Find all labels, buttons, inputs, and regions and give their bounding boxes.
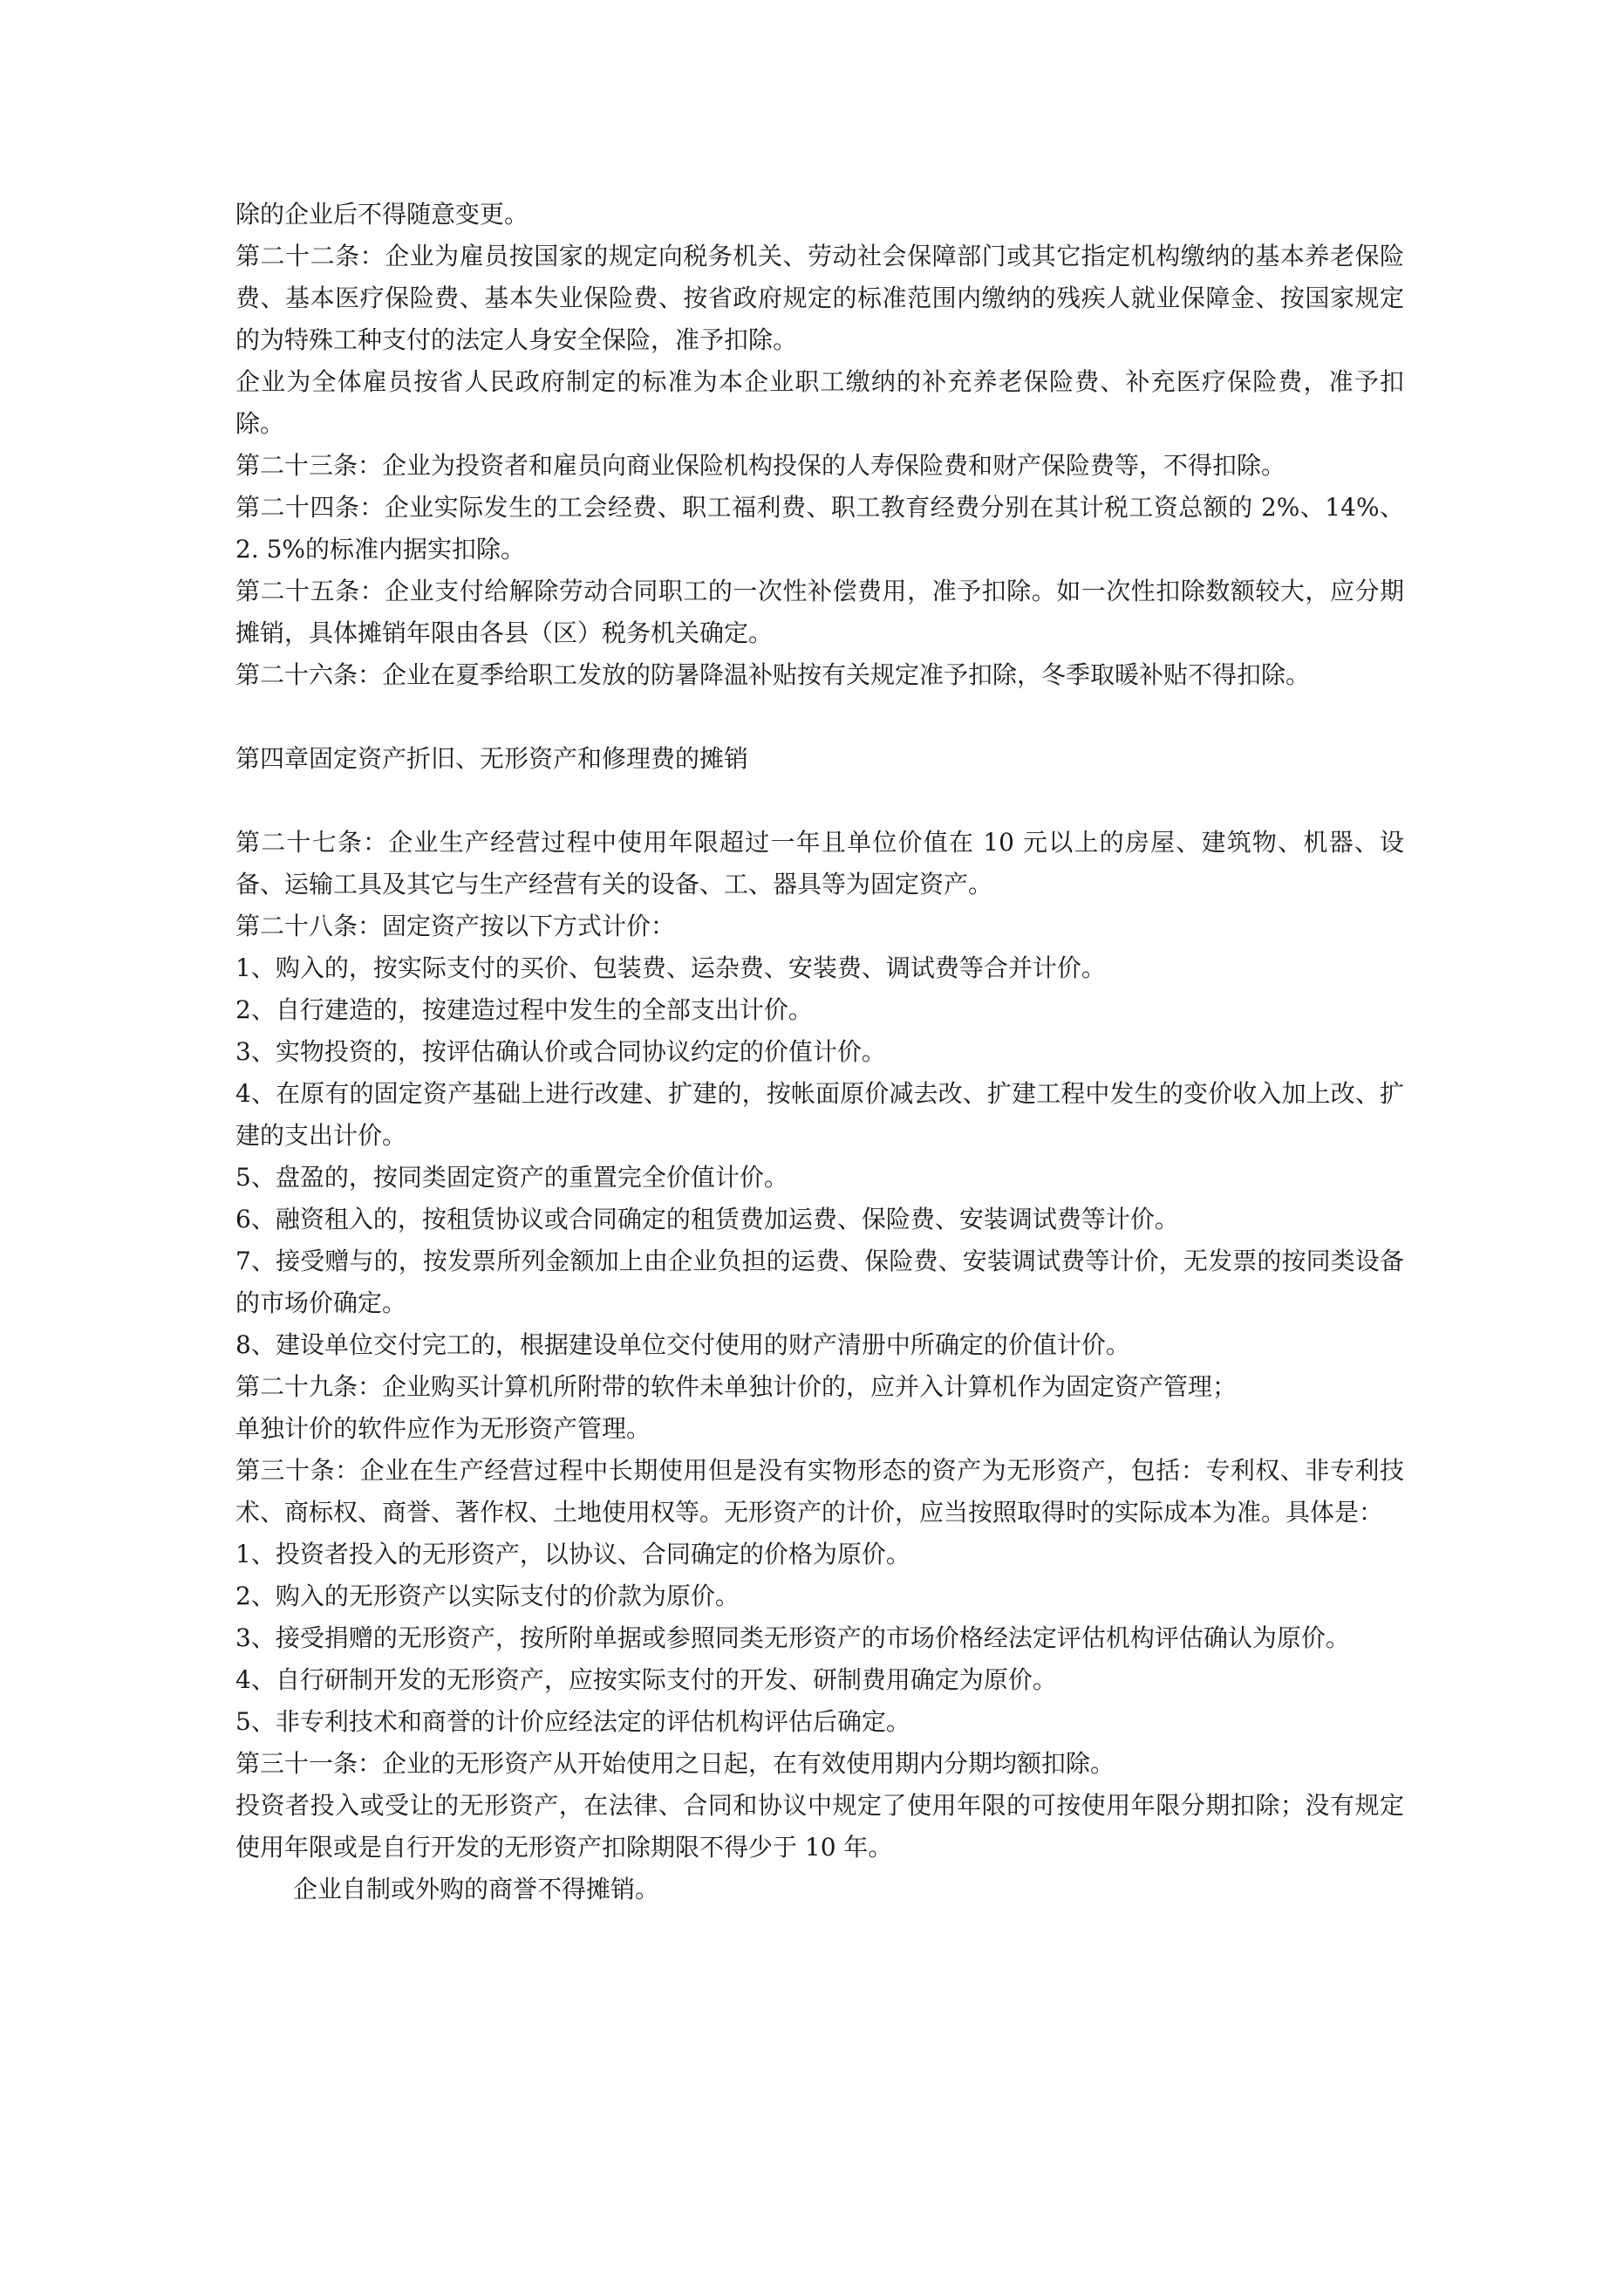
article-31-goodwill-note: 企业自制或外购的商誉不得摊销。 [293,1875,660,1903]
article-31-supplement: 投资者投入或受让的无形资产，在法律、合同和协议中规定了使用年限的可按使用年限分期扣除；没有规定使用年限或是自行开发的无形资产扣除期限不得少于 10 年。 [235,1791,1404,1862]
list-item: 1、投资者投入的无形资产，以协议、合同确定的价格为原价。 [235,1540,910,1568]
list-item: 7、接受赠与的，按发票所列金额加上由企业负担的运费、保险费、安装调试费等计价，无发票的按同类设备的市场价确定。 [235,1247,1404,1317]
list-item: 8、建设单位交付完工的，根据建设单位交付使用的财产清册中所确定的价值计价。 [235,1330,1130,1359]
document-body [235,194,1404,1910]
article-25: 第二十五条：企业支付给解除劳动合同职工的一次性补偿费用，准予扣除。如一次性扣除数额较大，应分期摊销，具体摊销年限由各县（区）税务机关确定。 [235,577,1404,647]
article-23: 第二十三条：企业为投资者和雇员向商业保险机构投保的人寿保险费和财产保险费等，不得扣除。 [235,451,1286,480]
article-24: 第二十四条：企业实际发生的工会经费、职工福利费、职工教育经费分别在其计税工资总额的 2%、14%、2. 5%的标准内据实扣除。 [235,493,1404,564]
article-29: 第二十九条：企业购买计算机所附带的软件未单独计价的，应并入计算机作为固定资产管理； [235,1372,1238,1401]
article-31: 第三十一条：企业的无形资产从开始使用之日起，在有效使用期内分期均额扣除。 [235,1749,1115,1778]
list-item: 6、融资租入的，按租赁协议或合同确定的租赁费加运费、保险费、安装调试费等计价。 [235,1205,1179,1233]
article-29-supplement: 单独计价的软件应作为无形资产管理。 [235,1414,651,1443]
list-item: 5、非专利技术和商誉的计价应经法定的评估机构评估后确定。 [235,1707,910,1736]
list-item: 5、盘盈的，按同类固定资产的重置完全价值计价。 [235,1163,788,1192]
list-item: 3、接受捐赠的无形资产，按所附单据或参照同类无形资产的市场价格经法定评估机构评估确认为原价。 [235,1623,1350,1652]
article-22: 第二十二条：企业为雇员按国家的规定向税务机关、劳动社会保障部门或其它指定机构缴纳的基本养老保险费、基本医疗保险费、基本失业保险费、按省政府规定的标准范围内缴纳的残疾人就业保障金、按国家规定的为特殊工种支付的法定人身安全保险，准予扣除。 [235,242,1404,354]
article-28: 第二十八条：固定资产按以下方式计价： [235,912,676,940]
paragraph-continuation: 除的企业后不得随意变更。 [235,200,529,229]
list-item: 4、在原有的固定资产基础上进行改建、扩建的，按帐面原价减去改、扩建工程中发生的变价收入加上改、扩建的支出计价。 [235,1079,1404,1150]
article-26: 第二十六条：企业在夏季给职工发放的防暑降温补贴按有关规定准予扣除，冬季取暖补贴不得扣除。 [235,660,1311,689]
article-22-supplement: 企业为全体雇员按省人民政府制定的标准为本企业职工缴纳的补充养老保险费、补充医疗保险费，准予扣除。 [235,367,1404,438]
list-item: 3、实物投资的，按评估确认价或合同协议约定的价值计价。 [235,1037,886,1066]
article-30: 第三十条：企业在生产经营过程中长期使用但是没有实物形态的资产为无形资产，包括：专利权、非专利技术、商标权、商誉、著作权、土地使用权等。无形资产的计价，应当按照取得时的实际成本为准。具体是： [235,1456,1404,1527]
list-item: 2、购入的无形资产以实际支付的价款为原价。 [235,1582,740,1610]
list-item: 2、自行建造的，按建造过程中发生的全部支出计价。 [235,995,813,1024]
article-27: 第二十七条：企业生产经营过程中使用年限超过一年且单位价值在 10 元以上的房屋、建筑物、机器、设备、运输工具及其它与生产经营有关的设备、工、器具等为固定资产。 [235,828,1404,899]
spacer [235,696,1404,738]
spacer [235,780,1404,822]
list-item: 4、自行研制开发的无形资产，应按实际支付的开发、研制费用确定为原价。 [235,1665,1057,1694]
chapter-4-heading: 第四章固定资产折旧、无形资产和修理费的摊销 [235,744,749,773]
list-item: 1、购入的，按实际支付的买价、包装费、运杂费、安装费、调试费等合并计价。 [235,953,1106,982]
